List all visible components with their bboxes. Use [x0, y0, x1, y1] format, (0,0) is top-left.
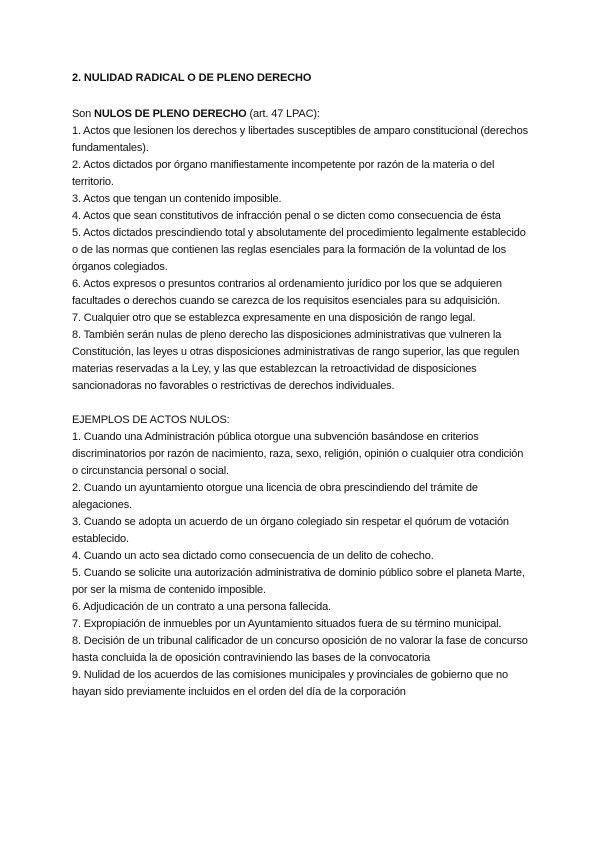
- nulos-item-8: 8. También serán nulas de pleno derecho las disposiciones administrativas que vulneren la Constitución, las leyes u otras disposiciones administrativas de rango superior, las que regulen materias reservadas a la Ley, y las que establezcan la retroactividad de disposiciones sancionadoras no favorables o restrictivas de derechos individuales.: [72, 329, 520, 392]
- ejemplo-item-4: 4. Cuando un acto sea dictado como consecuencia de un delito de cohecho.: [72, 550, 434, 562]
- ejemplos-list: [72, 429, 530, 701]
- nulos-item-4: 4. Actos que sean constitutivos de infracción penal o se dicten como consecuencia de ésta: [72, 210, 501, 222]
- ejemplo-item-5: 5. Cuando se solicite una autorización administrativa de dominio público sobre el planeta Marte, por ser la misma de contenido imposible.: [72, 567, 525, 596]
- section-heading: 2. NULIDAD RADICAL O DE PLENO DERECHO: [72, 72, 312, 84]
- ejemplo-item-7: 7. Expropiación de inmuebles por un Ayuntamiento situados fuera de su término municipal.: [72, 618, 502, 630]
- intro-prefix: Son: [72, 108, 95, 120]
- ejemplo-item-1: 1. Cuando una Administración pública otorgue una subvención basándose en criterios discriminatorios por razón de nacimiento, raza, sexo, religión, opinión o cualquier otra condición o circunstancia personal o social.: [72, 431, 524, 477]
- nulos-list: [72, 123, 530, 395]
- ejemplo-item-6: 6. Adjudicación de un contrato a una persona fallecida.: [72, 601, 331, 613]
- intro-suffix: (art. 47 LPAC):: [246, 108, 320, 120]
- intro-bold: NULOS DE PLENO DERECHO: [94, 108, 247, 120]
- ejemplo-item-2: 2. Cuando un ayuntamiento otorgue una licencia de obra prescindiendo del trámite de alegaciones.: [72, 482, 478, 511]
- nulos-item-6: 6. Actos expresos o presuntos contrarios al ordenamiento jurídico por los que se adquieren facultades o derechos cuando se carezca de los requisitos esenciales para su adquisición.: [72, 278, 502, 307]
- nulos-item-1: 1. Actos que lesionen los derechos y libertades susceptibles de amparo constitucional (derechos fundamentales).: [72, 125, 528, 154]
- ejemplo-item-8: 8. Decisión de un tribunal calificador de un concurso oposición de no valorar la fase de concurso hasta concluida la de oposición contraviniendo las bases de la convocatoria: [72, 635, 528, 664]
- intro-line: [72, 106, 530, 123]
- ejemplos-title: EJEMPLOS DE ACTOS NULOS:: [72, 414, 230, 426]
- nulos-item-3: 3. Actos que tengan un contenido imposible.: [72, 193, 282, 205]
- nulos-item-7: 7. Cualquier otro que se establezca expresamente en una disposición de rango legal.: [72, 312, 476, 324]
- spacer: [72, 395, 530, 412]
- ejemplo-item-3: 3. Cuando se adopta un acuerdo de un órgano colegiado sin respetar el quórum de votación establecido.: [72, 516, 509, 545]
- nulos-item-2: 2. Actos dictados por órgano manifiestamente incompetente por razón de la materia o del territorio.: [72, 159, 495, 188]
- nulos-item-5: 5. Actos dictados prescindiendo total y absolutamente del procedimiento legalmente establecido o de las normas que contienen las reglas esenciales para la formación de la voluntad de los órganos colegiados.: [72, 227, 526, 273]
- ejemplo-item-9: 9. Nulidad de los acuerdos de las comisiones municipales y provinciales de gobierno que no hayan sido previamente incluidos en el orden del día de la corporación: [72, 669, 508, 698]
